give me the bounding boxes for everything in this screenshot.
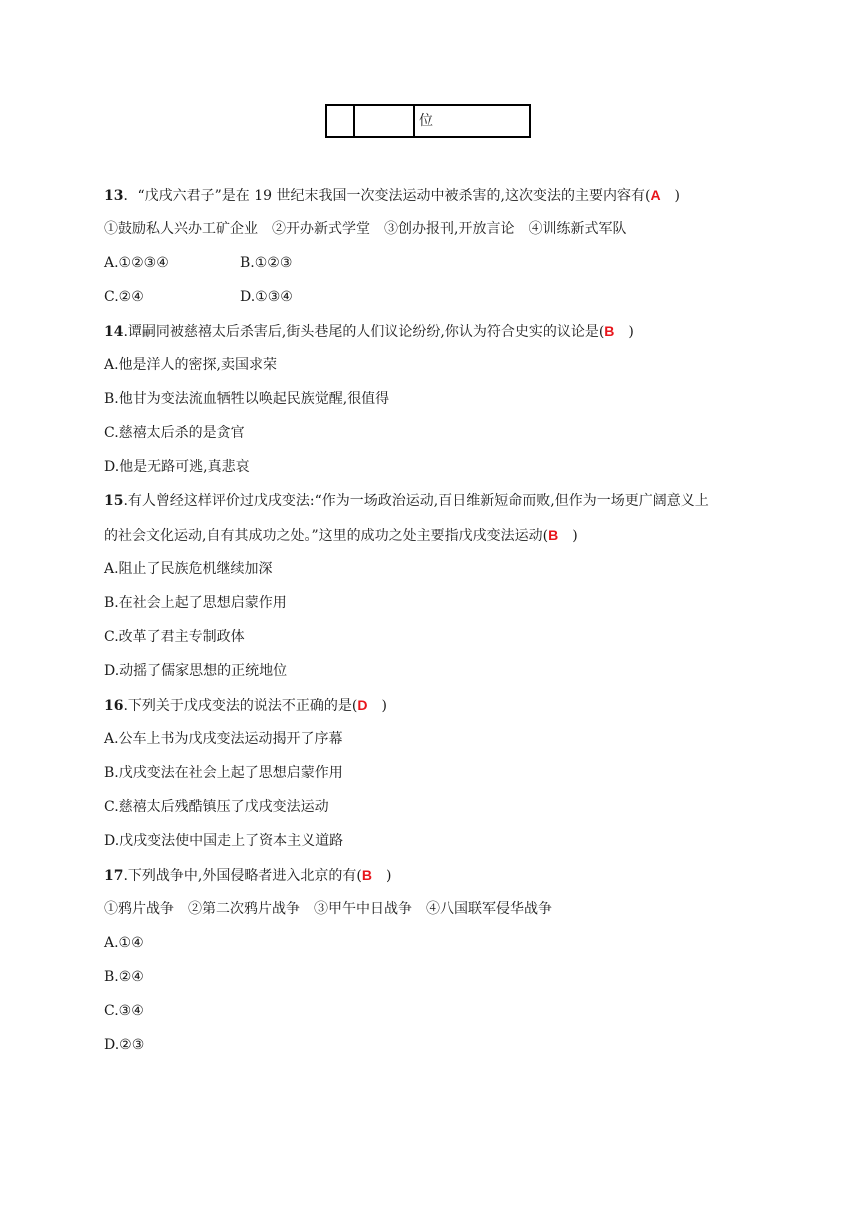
question-15-stem: 15.有人曾经这样评价过戊戌变法:“作为一场政治运动,百日维新短命而败,但作为一场更广阔意义上 — [104, 493, 709, 509]
question-17-items: ①鸦片战争 ②第二次鸦片战争 ③甲午中日战争 ④八国联军侵华战争 — [104, 901, 552, 917]
option-a: A.①②③④ — [104, 255, 169, 271]
option-a: A.阻止了民族危机继续加深 — [104, 561, 273, 577]
option-c: C.③④ — [104, 1003, 144, 1019]
question-13-stem: 13．“戊戌六君子”是在 19 世纪末我国一次变法运动中被杀害的,这次变法的主要内容有(A ) — [104, 187, 681, 204]
answer-17: B — [361, 867, 372, 883]
header-cell-1 — [327, 106, 355, 136]
question-17-stem: 17.下列战争中,外国侵略者进入北京的有(B ) — [104, 867, 392, 884]
option-b: B.戊戌变法在社会上起了思想启蒙作用 — [104, 765, 343, 781]
option-a: A.公车上书为戊戌变法运动揭开了序幕 — [104, 731, 343, 747]
option-b: B.①②③ — [240, 255, 293, 271]
option-a: A.他是洋人的密探,卖国求荣 — [104, 357, 278, 373]
option-d: D.动摇了儒家思想的正统地位 — [104, 663, 288, 679]
option-d: D.②③ — [104, 1037, 145, 1053]
question-13-options-row-2 — [104, 280, 764, 314]
option-b: B.②④ — [104, 969, 144, 985]
question-list — [104, 178, 764, 1062]
answer-14: B — [604, 323, 615, 339]
answer-15: B — [548, 527, 559, 543]
option-a: A.①④ — [104, 935, 144, 951]
header-cell-3: 位 — [419, 113, 433, 129]
header-table — [325, 104, 531, 138]
option-c: C.②④ — [104, 289, 144, 305]
option-d: D.戊戌变法使中国走上了资本主义道路 — [104, 833, 344, 849]
option-c: C.慈禧太后残酷镇压了戊戌变法运动 — [104, 799, 329, 815]
header-cell-2 — [355, 106, 415, 136]
question-13-items: ①鼓励私人兴办工矿企业 ②开办新式学堂 ③创办报刊,开放言论 ④训练新式军队 — [104, 221, 627, 237]
question-16-stem: 16.下列关于戊戌变法的说法不正确的是(D ) — [104, 697, 387, 714]
option-c: C.改革了君主专制政体 — [104, 629, 245, 645]
question-13-options-row-1 — [104, 246, 764, 280]
option-d: D.①③④ — [240, 289, 293, 305]
answer-16: D — [357, 697, 368, 713]
answer-13: A — [650, 187, 661, 203]
question-15-stem-cont: 的社会文化运动,自有其成功之处。”这里的成功之处主要指戊戌变法运动(B ) — [104, 527, 578, 544]
question-14-stem: 14.谭嗣同被慈禧太后杀害后,街头巷尾的人们议论纷纷,你认为符合史实的议论是(B ) — [104, 323, 634, 340]
option-d: D.他是无路可逃,真悲哀 — [104, 459, 250, 475]
option-b: B.他甘为变法流血牺牲以唤起民族觉醒,很值得 — [104, 391, 390, 407]
option-b: B.在社会上起了思想启蒙作用 — [104, 595, 287, 611]
option-c: C.慈禧太后杀的是贪官 — [104, 425, 245, 441]
